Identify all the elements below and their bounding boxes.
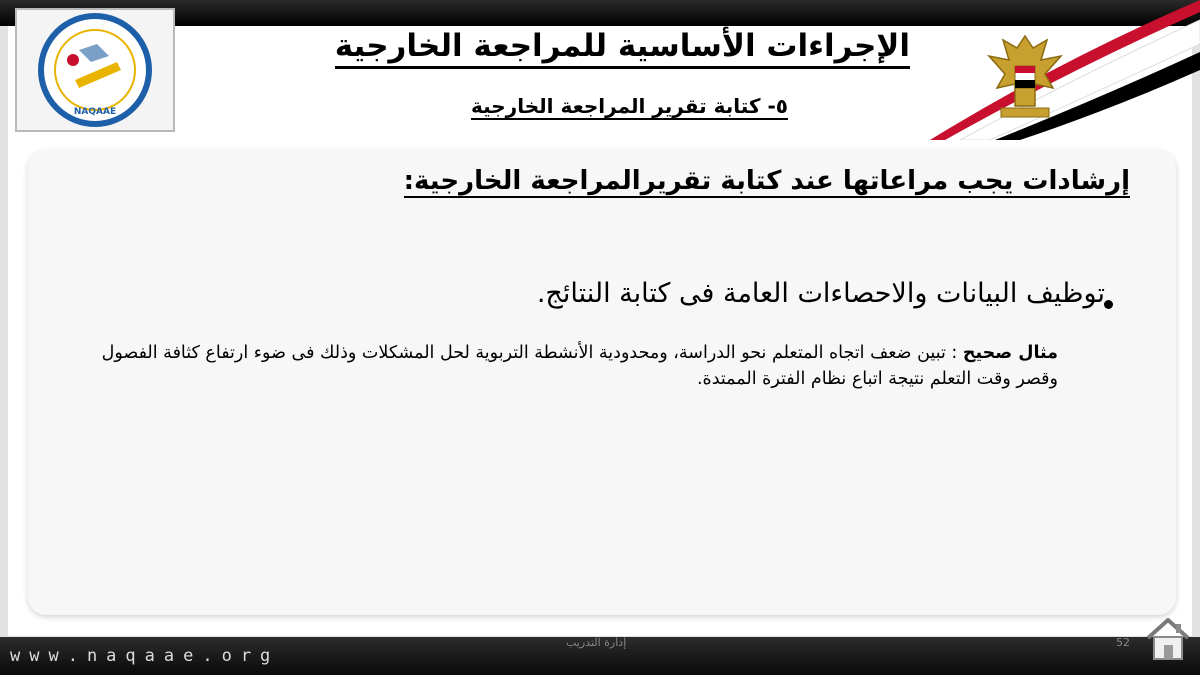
example-label: مثال صحيح [962, 343, 1058, 363]
home-icon[interactable] [1140, 610, 1196, 666]
page-number: 52 [1116, 636, 1130, 649]
slide-title: الإجراءات الأساسية للمراجعة الخارجية [335, 28, 910, 69]
footer-label: إدارة التدريب [566, 636, 627, 649]
bullet-point: توظيف البيانات والاحصاءات العامة فى كتابة النتائج. [536, 278, 1105, 309]
example-paragraph [58, 340, 1058, 392]
section-heading: إرشادات يجب مراعاتها عند كتابة تقريرالمراجعة الخارجية: [403, 166, 1130, 196]
naqaae-logo-text: NAQAAE [73, 107, 117, 117]
naqaae-logo [15, 8, 175, 132]
example-text: : تبين ضعف اتجاه المتعلم نحو الدراسة، ومحدودية الأنشطة التربوية لحل المشكلات وذلك فى ضوء ارتفاع كثافة الفصول وقصر وقت التعلم نتيجة اتباع نظام الفترة الممتدة. [101, 343, 1058, 389]
slide-subtitle: ٥- كتابة تقرير المراجعة الخارجية [470, 94, 788, 118]
bullet-icon [1104, 300, 1113, 309]
website-link[interactable]: www.naqaae.org [10, 646, 280, 666]
egypt-eagle-emblem [975, 26, 1075, 126]
